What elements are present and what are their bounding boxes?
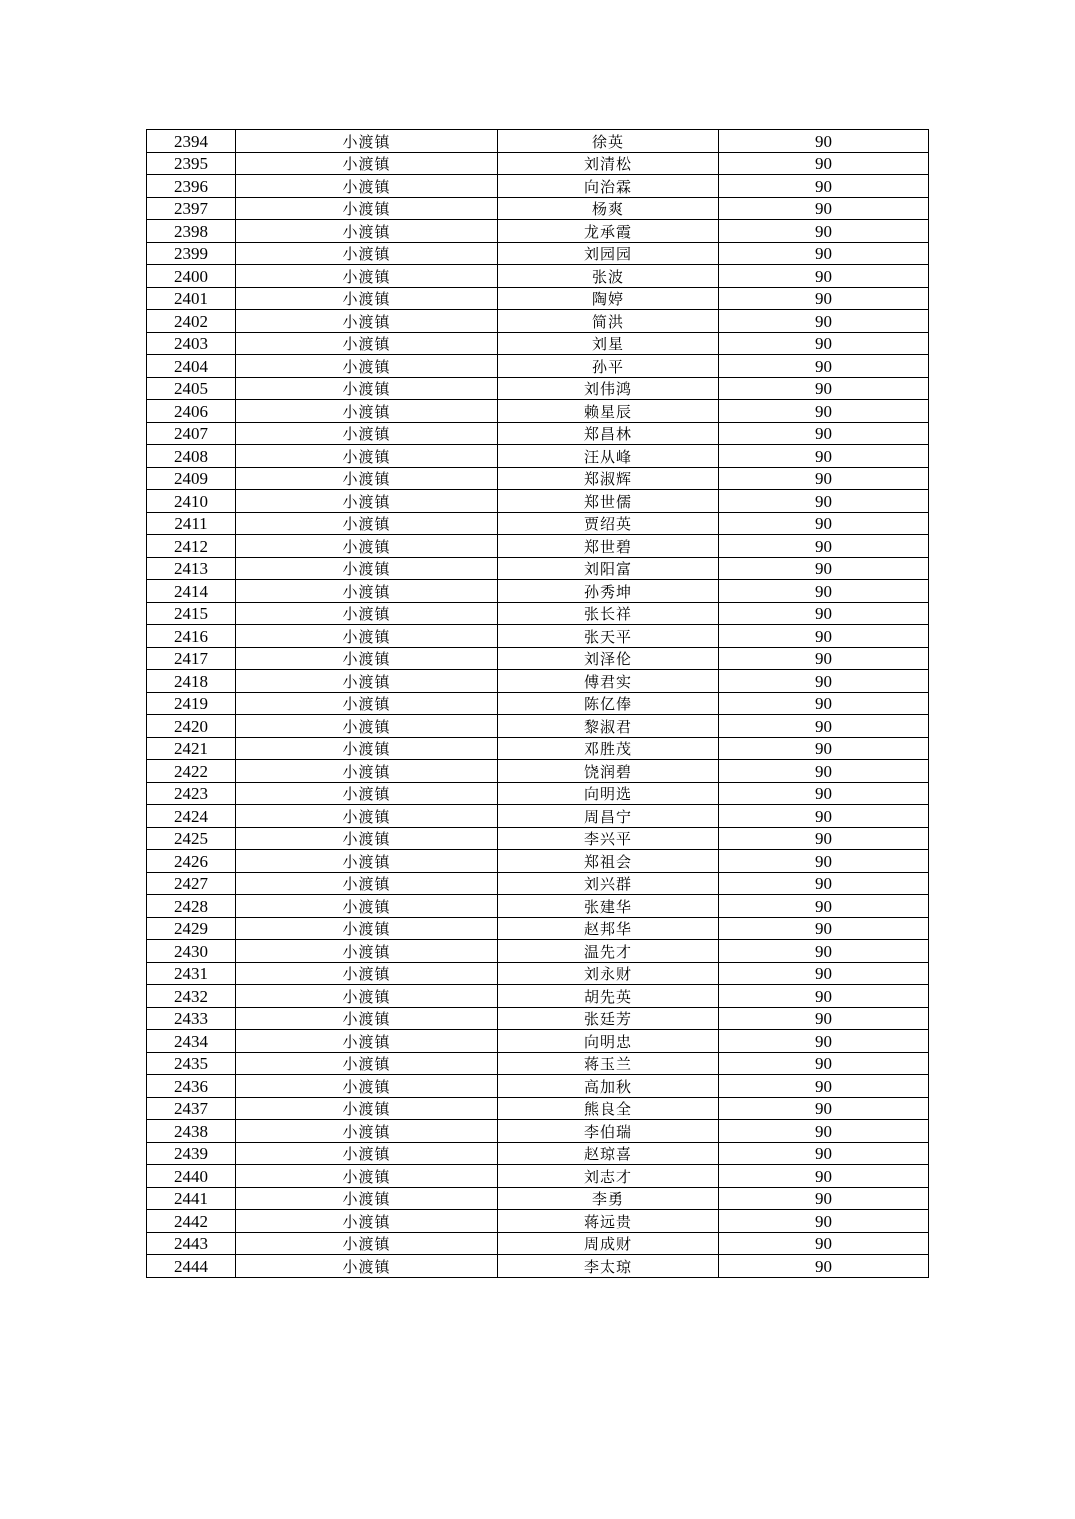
table-row — [147, 557, 929, 580]
name-cell: 李太琼 — [498, 1255, 719, 1278]
score-cell: 90 — [719, 1120, 929, 1143]
town-cell: 小渡镇 — [236, 287, 498, 310]
row-number-cell: 2419 — [147, 692, 236, 715]
town-cell: 小渡镇 — [236, 355, 498, 378]
score-cell: 90 — [719, 332, 929, 355]
name-cell: 刘伟鸿 — [498, 377, 719, 400]
table-row — [147, 175, 929, 198]
town-cell: 小渡镇 — [236, 962, 498, 985]
row-number-cell: 2410 — [147, 490, 236, 513]
row-number-cell: 2439 — [147, 1142, 236, 1165]
town-cell: 小渡镇 — [236, 827, 498, 850]
town-cell: 小渡镇 — [236, 985, 498, 1008]
name-cell: 向明忠 — [498, 1030, 719, 1053]
table-row — [147, 1255, 929, 1278]
table-row — [147, 197, 929, 220]
table-row — [147, 1187, 929, 1210]
name-cell: 简洪 — [498, 310, 719, 333]
score-cell: 90 — [719, 1255, 929, 1278]
table-row — [147, 670, 929, 693]
name-cell: 向治霖 — [498, 175, 719, 198]
name-cell: 温先才 — [498, 940, 719, 963]
table-row — [147, 467, 929, 490]
row-number-cell: 2429 — [147, 917, 236, 940]
row-number-cell: 2395 — [147, 152, 236, 175]
name-cell: 徐英 — [498, 130, 719, 153]
score-cell: 90 — [719, 242, 929, 265]
name-cell: 刘清松 — [498, 152, 719, 175]
table-row — [147, 805, 929, 828]
table-row — [147, 310, 929, 333]
name-cell: 张建华 — [498, 895, 719, 918]
town-cell: 小渡镇 — [236, 715, 498, 738]
town-cell: 小渡镇 — [236, 445, 498, 468]
name-cell: 张天平 — [498, 625, 719, 648]
name-cell: 郑昌林 — [498, 422, 719, 445]
name-cell: 熊良全 — [498, 1097, 719, 1120]
score-cell: 90 — [719, 265, 929, 288]
score-cell: 90 — [719, 355, 929, 378]
row-number-cell: 2414 — [147, 580, 236, 603]
town-cell: 小渡镇 — [236, 377, 498, 400]
score-cell: 90 — [719, 467, 929, 490]
score-cell: 90 — [719, 715, 929, 738]
row-number-cell: 2407 — [147, 422, 236, 445]
table-row — [147, 490, 929, 513]
row-number-cell: 2431 — [147, 962, 236, 985]
table-row — [147, 422, 929, 445]
town-cell: 小渡镇 — [236, 535, 498, 558]
name-cell: 陶婷 — [498, 287, 719, 310]
row-number-cell: 2444 — [147, 1255, 236, 1278]
name-cell: 刘阳富 — [498, 557, 719, 580]
name-cell: 高加秋 — [498, 1075, 719, 1098]
score-cell: 90 — [719, 670, 929, 693]
score-cell: 90 — [719, 557, 929, 580]
score-cell: 90 — [719, 490, 929, 513]
score-cell: 90 — [719, 377, 929, 400]
name-cell: 李兴平 — [498, 827, 719, 850]
table-row — [147, 242, 929, 265]
score-cell: 90 — [719, 737, 929, 760]
name-cell: 汪从峰 — [498, 445, 719, 468]
name-cell: 赖星辰 — [498, 400, 719, 423]
town-cell: 小渡镇 — [236, 782, 498, 805]
town-cell: 小渡镇 — [236, 940, 498, 963]
row-number-cell: 2434 — [147, 1030, 236, 1053]
table-row — [147, 625, 929, 648]
table-row — [147, 1120, 929, 1143]
score-cell: 90 — [719, 895, 929, 918]
row-number-cell: 2440 — [147, 1165, 236, 1188]
name-cell: 张长祥 — [498, 602, 719, 625]
row-number-cell: 2409 — [147, 467, 236, 490]
name-cell: 郑祖会 — [498, 850, 719, 873]
score-cell: 90 — [719, 850, 929, 873]
score-cell: 90 — [719, 535, 929, 558]
score-cell: 90 — [719, 917, 929, 940]
table-row — [147, 782, 929, 805]
town-cell: 小渡镇 — [236, 332, 498, 355]
score-cell: 90 — [719, 1210, 929, 1233]
table-row — [147, 1210, 929, 1233]
score-cell: 90 — [719, 625, 929, 648]
row-number-cell: 2397 — [147, 197, 236, 220]
town-cell: 小渡镇 — [236, 130, 498, 153]
table-row — [147, 737, 929, 760]
score-cell: 90 — [719, 1142, 929, 1165]
table-row — [147, 1142, 929, 1165]
town-cell: 小渡镇 — [236, 1075, 498, 1098]
table-row — [147, 1030, 929, 1053]
town-cell: 小渡镇 — [236, 1120, 498, 1143]
table-row — [147, 152, 929, 175]
row-number-cell: 2417 — [147, 647, 236, 670]
table-row — [147, 332, 929, 355]
name-cell: 孙秀坤 — [498, 580, 719, 603]
table-row — [147, 872, 929, 895]
name-cell: 黎淑君 — [498, 715, 719, 738]
town-cell: 小渡镇 — [236, 467, 498, 490]
town-cell: 小渡镇 — [236, 805, 498, 828]
name-cell: 刘星 — [498, 332, 719, 355]
score-cell: 90 — [719, 175, 929, 198]
row-number-cell: 2422 — [147, 760, 236, 783]
town-cell: 小渡镇 — [236, 1007, 498, 1030]
table-row — [147, 1052, 929, 1075]
score-cell: 90 — [719, 1075, 929, 1098]
row-number-cell: 2442 — [147, 1210, 236, 1233]
table-row — [147, 400, 929, 423]
row-number-cell: 2421 — [147, 737, 236, 760]
town-cell: 小渡镇 — [236, 310, 498, 333]
score-cell: 90 — [719, 985, 929, 1008]
row-number-cell: 2437 — [147, 1097, 236, 1120]
table-row — [147, 355, 929, 378]
table-row — [147, 895, 929, 918]
name-cell: 蒋远贵 — [498, 1210, 719, 1233]
name-cell: 龙承霞 — [498, 220, 719, 243]
town-cell: 小渡镇 — [236, 580, 498, 603]
row-number-cell: 2404 — [147, 355, 236, 378]
row-number-cell: 2411 — [147, 512, 236, 535]
row-number-cell: 2433 — [147, 1007, 236, 1030]
town-cell: 小渡镇 — [236, 1187, 498, 1210]
name-cell: 陈亿俸 — [498, 692, 719, 715]
table-row — [147, 647, 929, 670]
score-cell: 90 — [719, 692, 929, 715]
town-cell: 小渡镇 — [236, 895, 498, 918]
table-row — [147, 962, 929, 985]
score-cell: 90 — [719, 872, 929, 895]
town-cell: 小渡镇 — [236, 1255, 498, 1278]
table-row — [147, 940, 929, 963]
town-cell: 小渡镇 — [236, 692, 498, 715]
town-cell: 小渡镇 — [236, 760, 498, 783]
town-cell: 小渡镇 — [236, 512, 498, 535]
table-row — [147, 445, 929, 468]
town-cell: 小渡镇 — [236, 1165, 498, 1188]
table-row — [147, 1007, 929, 1030]
row-number-cell: 2430 — [147, 940, 236, 963]
name-cell: 赵琼喜 — [498, 1142, 719, 1165]
score-cell: 90 — [719, 602, 929, 625]
table-row — [147, 1097, 929, 1120]
score-cell: 90 — [719, 220, 929, 243]
row-number-cell: 2441 — [147, 1187, 236, 1210]
score-cell: 90 — [719, 805, 929, 828]
score-cell: 90 — [719, 152, 929, 175]
name-cell: 郑世儒 — [498, 490, 719, 513]
row-number-cell: 2425 — [147, 827, 236, 850]
table-row — [147, 265, 929, 288]
row-number-cell: 2415 — [147, 602, 236, 625]
table-row — [147, 130, 929, 153]
row-number-cell: 2423 — [147, 782, 236, 805]
row-number-cell: 2399 — [147, 242, 236, 265]
row-number-cell: 2436 — [147, 1075, 236, 1098]
name-cell: 傅君实 — [498, 670, 719, 693]
score-cell: 90 — [719, 197, 929, 220]
row-number-cell: 2432 — [147, 985, 236, 1008]
row-number-cell: 2398 — [147, 220, 236, 243]
row-number-cell: 2401 — [147, 287, 236, 310]
row-number-cell: 2420 — [147, 715, 236, 738]
row-number-cell: 2435 — [147, 1052, 236, 1075]
table-row — [147, 760, 929, 783]
table-row — [147, 512, 929, 535]
row-number-cell: 2408 — [147, 445, 236, 468]
score-cell: 90 — [719, 400, 929, 423]
table-row — [147, 287, 929, 310]
town-cell: 小渡镇 — [236, 1097, 498, 1120]
score-cell: 90 — [719, 580, 929, 603]
town-cell: 小渡镇 — [236, 670, 498, 693]
name-cell: 赵邦华 — [498, 917, 719, 940]
name-cell: 刘志才 — [498, 1165, 719, 1188]
town-cell: 小渡镇 — [236, 220, 498, 243]
name-cell: 饶润碧 — [498, 760, 719, 783]
score-cell: 90 — [719, 1097, 929, 1120]
score-cell: 90 — [719, 1052, 929, 1075]
row-number-cell: 2443 — [147, 1232, 236, 1255]
score-cell: 90 — [719, 512, 929, 535]
score-cell: 90 — [719, 287, 929, 310]
town-cell: 小渡镇 — [236, 490, 498, 513]
table-row — [147, 1075, 929, 1098]
table-row — [147, 580, 929, 603]
town-cell: 小渡镇 — [236, 265, 498, 288]
name-cell: 李伯瑞 — [498, 1120, 719, 1143]
table-row — [147, 917, 929, 940]
town-cell: 小渡镇 — [236, 625, 498, 648]
row-number-cell: 2403 — [147, 332, 236, 355]
town-cell: 小渡镇 — [236, 422, 498, 445]
name-cell: 周成财 — [498, 1232, 719, 1255]
row-number-cell: 2396 — [147, 175, 236, 198]
table-row — [147, 827, 929, 850]
row-number-cell: 2424 — [147, 805, 236, 828]
town-cell: 小渡镇 — [236, 1232, 498, 1255]
score-cell: 90 — [719, 940, 929, 963]
name-cell: 胡先英 — [498, 985, 719, 1008]
row-number-cell: 2394 — [147, 130, 236, 153]
name-cell: 贾绍英 — [498, 512, 719, 535]
row-number-cell: 2412 — [147, 535, 236, 558]
row-number-cell: 2400 — [147, 265, 236, 288]
town-cell: 小渡镇 — [236, 175, 498, 198]
score-cell: 90 — [719, 422, 929, 445]
town-cell: 小渡镇 — [236, 917, 498, 940]
score-cell: 90 — [719, 1165, 929, 1188]
table-row — [147, 602, 929, 625]
row-number-cell: 2413 — [147, 557, 236, 580]
score-cell: 90 — [719, 130, 929, 153]
row-number-cell: 2427 — [147, 872, 236, 895]
name-cell: 郑世碧 — [498, 535, 719, 558]
roster-table — [146, 129, 929, 1278]
score-cell: 90 — [719, 760, 929, 783]
row-number-cell: 2418 — [147, 670, 236, 693]
score-cell: 90 — [719, 827, 929, 850]
town-cell: 小渡镇 — [236, 1210, 498, 1233]
name-cell: 周昌宁 — [498, 805, 719, 828]
table-row — [147, 1232, 929, 1255]
score-cell: 90 — [719, 1187, 929, 1210]
score-cell: 90 — [719, 310, 929, 333]
row-number-cell: 2402 — [147, 310, 236, 333]
table-row — [147, 1165, 929, 1188]
town-cell: 小渡镇 — [236, 400, 498, 423]
name-cell: 邓胜茂 — [498, 737, 719, 760]
name-cell: 刘园园 — [498, 242, 719, 265]
roster-table-body — [147, 130, 929, 1278]
town-cell: 小渡镇 — [236, 197, 498, 220]
town-cell: 小渡镇 — [236, 1030, 498, 1053]
row-number-cell: 2426 — [147, 850, 236, 873]
town-cell: 小渡镇 — [236, 737, 498, 760]
town-cell: 小渡镇 — [236, 152, 498, 175]
town-cell: 小渡镇 — [236, 850, 498, 873]
name-cell: 李勇 — [498, 1187, 719, 1210]
score-cell: 90 — [719, 1030, 929, 1053]
score-cell: 90 — [719, 1232, 929, 1255]
row-number-cell: 2438 — [147, 1120, 236, 1143]
table-row — [147, 692, 929, 715]
name-cell: 刘泽伦 — [498, 647, 719, 670]
town-cell: 小渡镇 — [236, 557, 498, 580]
town-cell: 小渡镇 — [236, 872, 498, 895]
name-cell: 向明选 — [498, 782, 719, 805]
town-cell: 小渡镇 — [236, 1052, 498, 1075]
table-row — [147, 985, 929, 1008]
town-cell: 小渡镇 — [236, 1142, 498, 1165]
table-row — [147, 535, 929, 558]
score-cell: 90 — [719, 1007, 929, 1030]
table-row — [147, 220, 929, 243]
name-cell: 刘永财 — [498, 962, 719, 985]
table-row — [147, 377, 929, 400]
table-row — [147, 715, 929, 738]
town-cell: 小渡镇 — [236, 242, 498, 265]
name-cell: 张廷芳 — [498, 1007, 719, 1030]
table-row — [147, 850, 929, 873]
name-cell: 张波 — [498, 265, 719, 288]
row-number-cell: 2428 — [147, 895, 236, 918]
town-cell: 小渡镇 — [236, 647, 498, 670]
row-number-cell: 2405 — [147, 377, 236, 400]
row-number-cell: 2406 — [147, 400, 236, 423]
score-cell: 90 — [719, 962, 929, 985]
row-number-cell: 2416 — [147, 625, 236, 648]
name-cell: 孙平 — [498, 355, 719, 378]
score-cell: 90 — [719, 782, 929, 805]
town-cell: 小渡镇 — [236, 602, 498, 625]
name-cell: 郑淑辉 — [498, 467, 719, 490]
score-cell: 90 — [719, 445, 929, 468]
name-cell: 杨爽 — [498, 197, 719, 220]
name-cell: 蒋玉兰 — [498, 1052, 719, 1075]
name-cell: 刘兴群 — [498, 872, 719, 895]
score-cell: 90 — [719, 647, 929, 670]
